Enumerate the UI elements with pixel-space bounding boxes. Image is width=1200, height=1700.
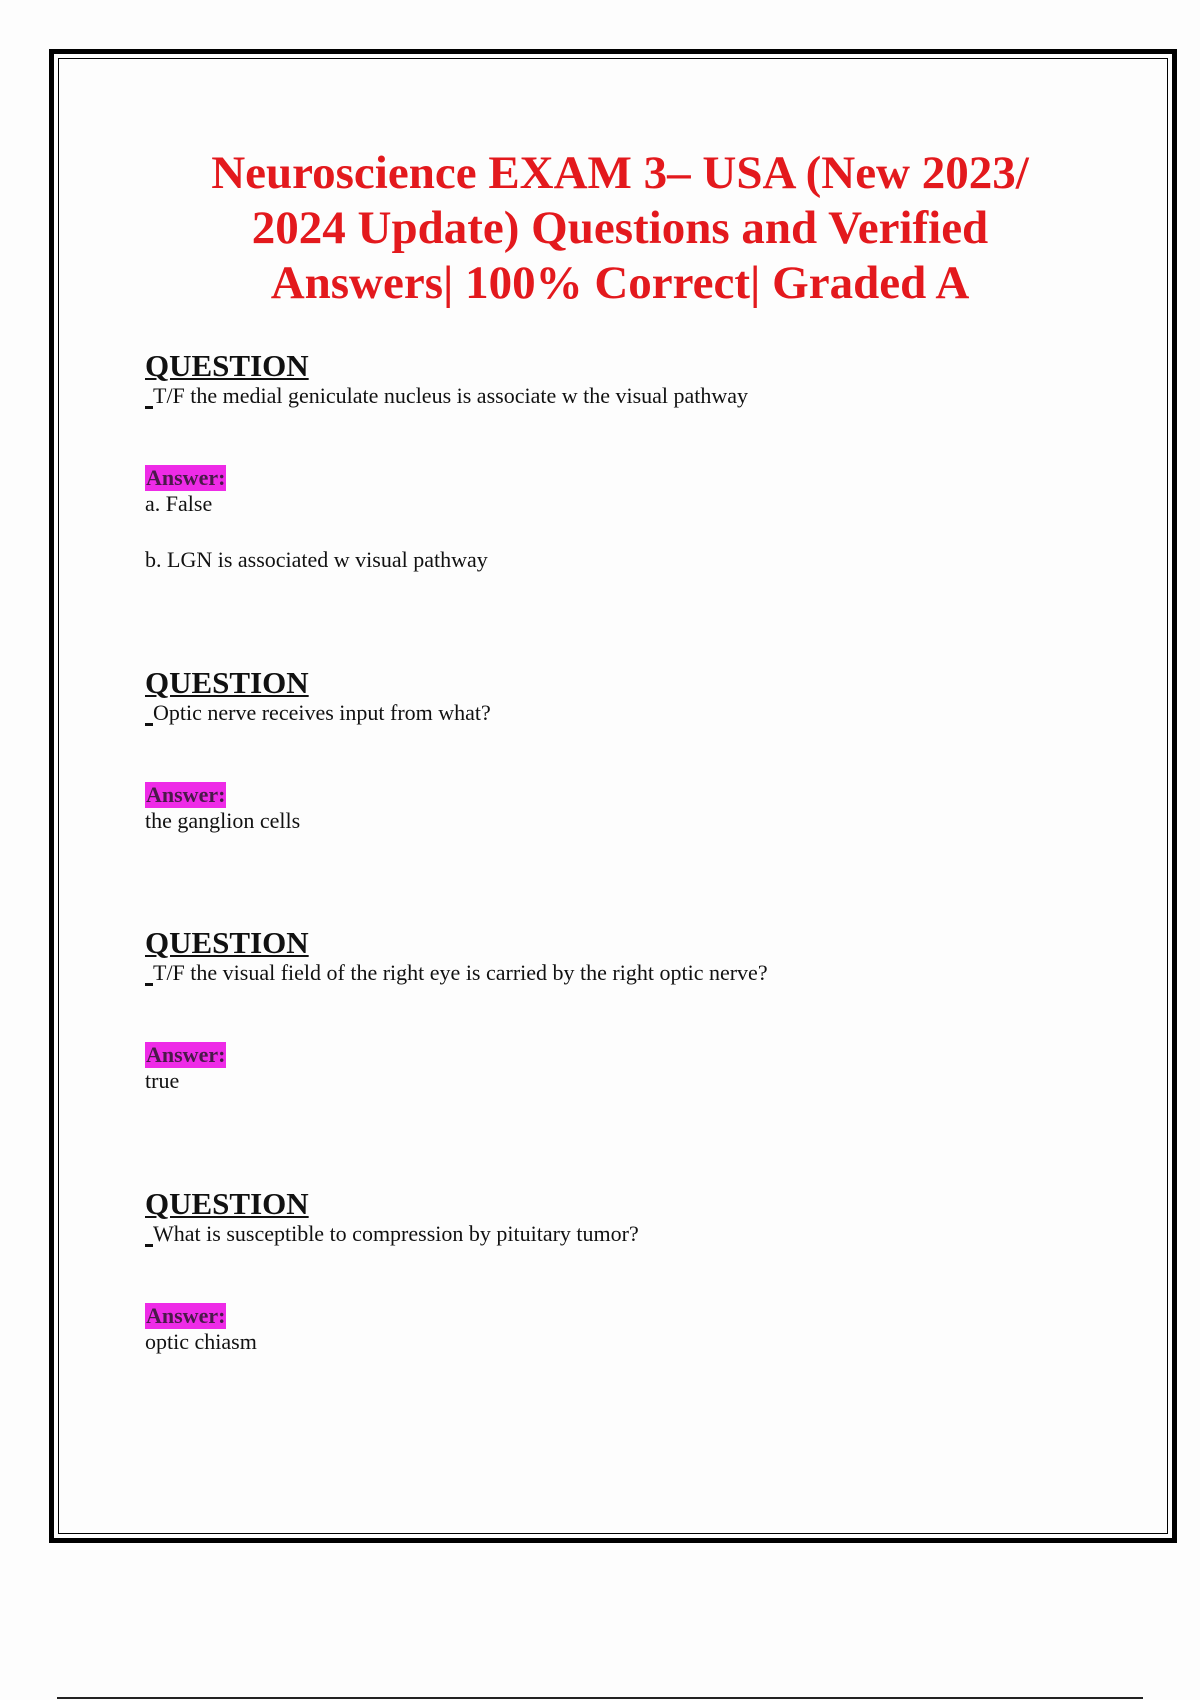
question-marker bbox=[145, 406, 153, 409]
question-text-wrap bbox=[145, 1221, 1045, 1247]
question-text: What is susceptible to compression by pituitary tumor? bbox=[153, 1221, 639, 1246]
question-text: T/F the visual field of the right eye is carried by the right optic nerve? bbox=[153, 960, 768, 985]
question-heading: QUESTION bbox=[145, 1186, 309, 1221]
question-text-wrap bbox=[145, 383, 1045, 409]
question-heading: QUESTION bbox=[145, 348, 309, 383]
answer-text: a. False bbox=[145, 491, 213, 516]
answer-text: b. LGN is associated w visual pathway bbox=[145, 547, 488, 572]
footer-rule bbox=[57, 1697, 1143, 1699]
answer-text: true bbox=[145, 1068, 180, 1093]
question-text: T/F the medial geniculate nucleus is associate w the visual pathway bbox=[153, 383, 749, 408]
question-marker bbox=[145, 723, 153, 726]
qa-item bbox=[145, 1187, 1045, 1355]
answer-label: Answer: bbox=[146, 1042, 226, 1067]
question-text: Optic nerve receives input from what? bbox=[153, 700, 491, 725]
question-heading: QUESTION bbox=[145, 925, 309, 960]
question-text-wrap bbox=[145, 700, 1045, 726]
question-marker bbox=[145, 1244, 153, 1247]
answer-label: Answer: bbox=[146, 1303, 226, 1328]
document-title: Neuroscience EXAM 3– USA (New 2023/ 2024 Update) Questions and Verified Answers| 100% Correct| Graded A bbox=[211, 147, 1029, 309]
question-text-wrap bbox=[145, 960, 1045, 986]
question-heading: QUESTION bbox=[145, 665, 309, 700]
answer-text: the ganglion cells bbox=[145, 808, 301, 833]
answer-label: Answer: bbox=[146, 782, 226, 807]
answer-text: optic chiasm bbox=[145, 1329, 257, 1354]
answer-label: Answer: bbox=[146, 465, 226, 490]
question-marker bbox=[145, 983, 153, 986]
qa-item bbox=[145, 349, 1045, 573]
qa-item bbox=[145, 926, 1045, 1094]
qa-item bbox=[145, 666, 1045, 834]
